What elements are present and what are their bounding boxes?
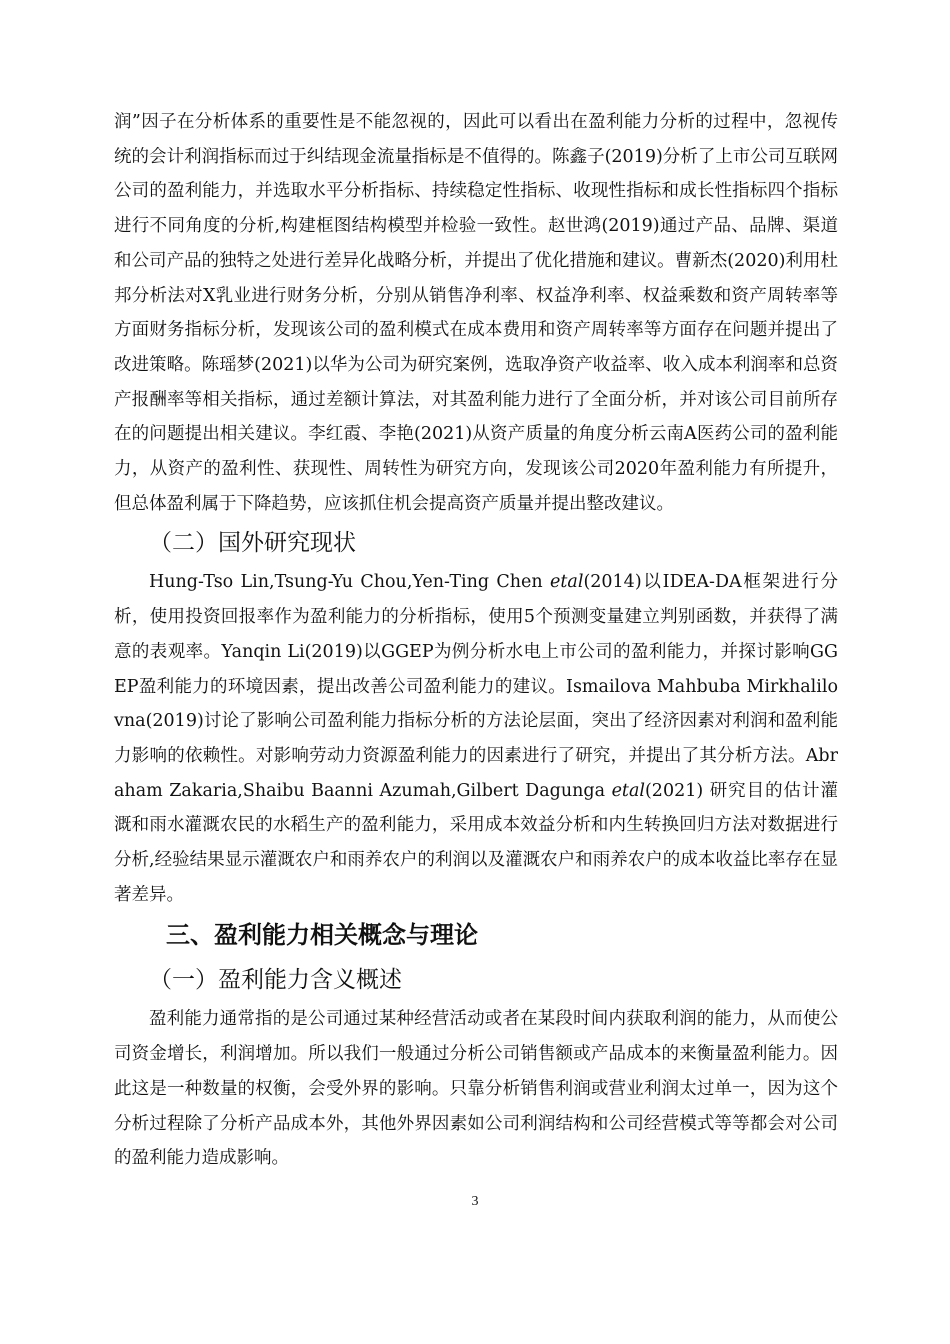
- etal-italic: etal: [611, 780, 645, 801]
- text-segment: Hung-Tso Lin,Tsung-Yu Chou,Yen-Ting Chen: [149, 572, 551, 593]
- paragraph-foreign-research: [114, 565, 838, 912]
- document-page: [114, 105, 838, 1176]
- paragraph-domestic-research-continued: 润”因子在分析体系的重要性是不能忽视的，因此可以看出在盈利能力分析的过程中，忽视传统的会计利润指标而过于纠结现金流量指标是不值得的。陈鑫子(2019)分析了上市公司互联网公司的盈利能力，并选取水平分析指标、持续稳定性指标、收现性指标和成长性指标四个指标进行不同角度的分析,构建框图结构模型并检验一致性。赵世鸿(2019)通过产品、品牌、渠道和公司产品的独特之处进行差异化战略分析，并提出了优化措施和建议。曹新杰(2020)利用杜邦分析法对X乳业进行财务分析，分别从销售净利率、权益净利率、权益乘数和资产周转率等方面财务指标分析，发现该公司的盈利模式在成本费用和资产周转率等方面存在问题并提出了改进策略。陈瑶梦(2021)以华为公司为研究案例，选取净资产收益率、收入成本利润率和总资产报酬率等相关指标，通过差额计算法，对其盈利能力进行了全面分析，并对该公司目前所存在的问题提出相关建议。李红霞、李艳(2021)从资产质量的角度分析云南A医药公司的盈利能力，从资产的盈利性、获现性、周转性为研究方向，发现该公司2020年盈利能力有所提升，但总体盈利属于下降趋势，应该抓住机会提高资产质量并提出整改建议。: [114, 112, 838, 514]
- text-segment: (2014)以IDEA-DA框架进行分析，使用投资回报率作为盈利能力的分析指标，使用5个预测变量建立判别函数，并获得了满意的表观率。Yanqin Li(2019)以GGEP为例分析水电上市公司的盈利能力，并探讨影响GGEP盈利能力的环境因素，提出改善公司盈利能力的建议。Ismailova Mahbuba Mirkhalilovna(2019)讨论了影响公司盈利能力指标分析的方法论层面，突出了经济因素对利润和盈利能力影响的依赖性。对影响劳动力资源盈利能力的因素进行了研究，并提出了其分析方法。Abraham Zakaria,Shaibu Baanni Azumah,Gilbert Dagunga: [114, 572, 838, 801]
- etal-italic: etal: [550, 572, 584, 593]
- heading-section-3: 三、盈利能力相关概念与理论: [166, 921, 478, 950]
- text-segment: (2021) 研究目的估计灌溉和雨水灌溉农民的水稻生产的盈利能力，采用成本效益分析和内生转换回归方法对数据进行分析,经验结果显示灌溉农户和雨养农户的利润以及灌溉农户和雨养农户的成本收益比率存在显著差异。: [114, 780, 838, 905]
- paragraph-definition: 盈利能力通常指的是公司通过某种经营活动或者在某段时间内获取利润的能力，从而使公司资金增长，利润增加。所以我们一般通过分析公司销售额或产品成本的来衡量盈利能力。因此这是一种数量的权衡，会受外界的影响。只靠分析销售利润或营业利润太过单一，因为这个分析过程除了分析产品成本外，其他外界因素如公司利润结构和公司经营模式等等都会对公司的盈利能力造成影响。: [114, 1009, 838, 1169]
- heading-definition: （一）盈利能力含义概述: [149, 967, 402, 994]
- heading-foreign-research: （二）国外研究现状: [149, 530, 356, 557]
- page-number: 3: [471, 1194, 479, 1209]
